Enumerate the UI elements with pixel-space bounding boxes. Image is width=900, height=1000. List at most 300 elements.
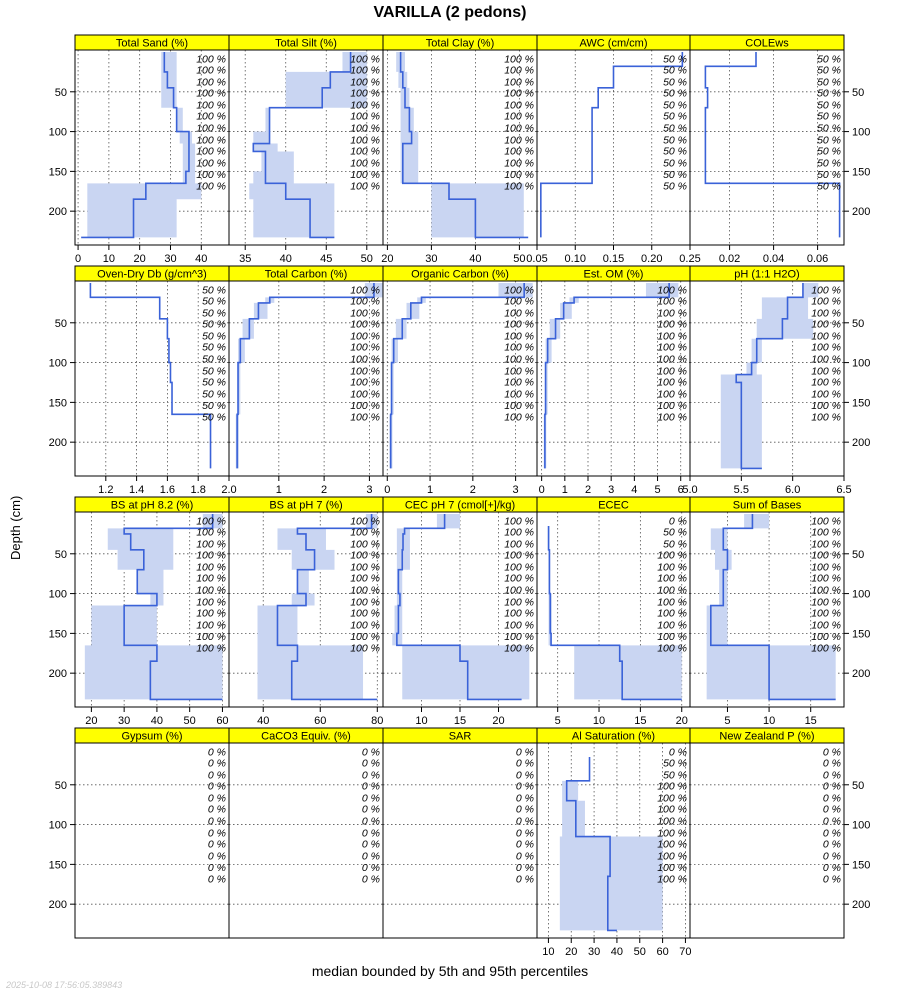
percent-annotation: 100 % — [811, 353, 841, 366]
x-tick-label: 10 — [762, 715, 776, 727]
x-tick-label: 0.04 — [762, 253, 785, 265]
x-tick-label: 2 — [469, 484, 476, 496]
percent-annotation: 0 % — [515, 861, 534, 874]
x-tick-label: 5 — [724, 715, 731, 727]
x-tick-label: 6.5 — [836, 484, 852, 496]
percent-annotation: 100 % — [811, 572, 841, 585]
percent-annotation: 0 % — [207, 827, 226, 840]
percent-annotation: 100 % — [196, 607, 226, 620]
percent-annotation: 100 % — [350, 515, 380, 528]
percent-annotation: 50 % — [817, 64, 841, 77]
panel-title: CaCO3 Equiv. (%) — [261, 730, 351, 743]
percent-annotation: 50 % — [202, 376, 226, 389]
percent-annotation: 0 % — [207, 815, 226, 828]
y-tick-label: 150 — [852, 166, 871, 179]
percent-annotation: 50 % — [663, 87, 687, 100]
x-tick-label: 60 — [216, 715, 229, 727]
percent-annotation: 0 % — [207, 803, 226, 816]
y-axis-title: Depth (cm) — [8, 495, 23, 560]
percent-annotation: 50 % — [817, 99, 841, 112]
x-tick-label: 30 — [118, 715, 131, 727]
percent-annotation: 0 % — [515, 780, 534, 793]
percent-annotation: 100 % — [657, 607, 687, 620]
percent-annotation: 100 % — [657, 827, 687, 840]
percent-annotation: 100 % — [504, 134, 534, 147]
panel-border — [690, 743, 844, 938]
panel-title: Organic Carbon (%) — [411, 268, 509, 281]
percent-annotation: 100 % — [657, 596, 687, 609]
percent-annotation: 50 % — [202, 307, 226, 320]
percent-annotation: 100 % — [196, 180, 226, 193]
percent-annotation: 100 % — [504, 538, 534, 551]
percent-annotation: 0 % — [361, 757, 380, 770]
x-tick-label: 60 — [314, 715, 327, 727]
x-tick-label: 80 — [371, 715, 384, 727]
percent-annotation: 0 % — [515, 815, 534, 828]
x-tick-label: 20 — [85, 715, 98, 727]
percent-annotation: 100 % — [811, 399, 841, 412]
percent-annotation: 50 % — [663, 157, 687, 170]
x-tick-label: 2.0 — [221, 484, 237, 496]
percent-annotation: 50 % — [817, 122, 841, 135]
x-tick-label: 0.02 — [718, 253, 741, 265]
percent-annotation: 100 % — [811, 596, 841, 609]
percent-annotation: 100 % — [504, 572, 534, 585]
percent-annotation: 100 % — [504, 561, 534, 574]
x-tick-label: 60 — [656, 946, 669, 958]
percent-annotation: 100 % — [196, 630, 226, 643]
x-tick-label: 2 — [584, 484, 592, 496]
x-tick-label: 40 — [469, 253, 482, 265]
percent-annotation: 0 % — [361, 769, 380, 782]
percent-annotation: 100 % — [504, 157, 534, 170]
x-tick-label: 1.2 — [98, 484, 114, 496]
percent-annotation: 100 % — [350, 341, 380, 354]
percent-annotation: 100 % — [657, 330, 687, 343]
panel-border — [229, 743, 383, 938]
percent-annotation: 100 % — [657, 399, 687, 412]
percent-annotation: 100 % — [350, 619, 380, 632]
y-tick-label: 200 — [48, 668, 67, 681]
y-tick-label: 150 — [852, 628, 871, 641]
percent-annotation: 100 % — [811, 561, 841, 574]
percent-annotation: 100 % — [657, 295, 687, 308]
y-tick-label: 200 — [48, 899, 67, 912]
x-tick-label: 0.20 — [641, 253, 663, 265]
percent-annotation: 100 % — [504, 76, 534, 89]
x-tick-label: 40 — [257, 715, 270, 727]
percent-annotation: 50 % — [202, 341, 226, 354]
percent-annotation: 100 % — [350, 318, 380, 331]
percent-annotation: 100 % — [350, 549, 380, 562]
percent-annotation: 100 % — [196, 87, 226, 100]
percentile-band — [87, 52, 201, 237]
panel-16 — [229, 728, 383, 938]
x-tick-label: 6.0 — [785, 484, 801, 496]
percent-annotation: 100 % — [811, 388, 841, 401]
y-tick-label: 50 — [54, 86, 67, 99]
x-tick-label: 1.8 — [190, 484, 206, 496]
percent-annotation: 100 % — [504, 341, 534, 354]
percent-annotation: 0 % — [207, 861, 226, 874]
percent-annotation: 100 % — [657, 861, 687, 874]
percent-annotation: 100 % — [504, 99, 534, 112]
percent-annotation: 50 % — [817, 134, 841, 147]
percent-annotation: 100 % — [350, 307, 380, 320]
percent-annotation: 50 % — [663, 76, 687, 89]
x-tick-label: 30 — [425, 253, 438, 265]
x-tick-label: 3 — [608, 484, 615, 496]
percent-annotation: 100 % — [196, 549, 226, 562]
percent-annotation: 100 % — [504, 584, 534, 597]
y-tick-label: 100 — [852, 588, 871, 601]
x-tick-label: 20 — [565, 946, 578, 958]
percent-annotation: 50 % — [663, 64, 687, 77]
x-tick-label: 20 — [492, 715, 505, 727]
percent-annotation: 100 % — [196, 64, 226, 77]
percent-annotation: 100 % — [350, 180, 380, 193]
percent-annotation: 100 % — [811, 642, 841, 655]
percent-annotation: 50 % — [202, 330, 226, 343]
percent-annotation: 100 % — [657, 572, 687, 585]
percent-annotation: 50 % — [663, 180, 687, 193]
x-tick-label: 15 — [804, 715, 817, 727]
percent-annotation: 50 % — [663, 134, 687, 147]
percent-annotation: 100 % — [350, 388, 380, 401]
y-tick-label: 200 — [852, 899, 871, 912]
y-tick-label: 100 — [852, 357, 871, 370]
x-tick-label: 1 — [275, 484, 282, 496]
percent-annotation: 100 % — [657, 307, 687, 320]
percent-annotation: 0 % — [207, 757, 226, 770]
percentile-band — [560, 757, 663, 930]
percent-annotation: 100 % — [657, 850, 687, 863]
timestamp: 2025-10-08 17:56:05.389843 — [6, 980, 123, 990]
percent-annotation: 50 % — [817, 87, 841, 100]
percent-annotation: 100 % — [811, 307, 841, 320]
percent-annotation: 100 % — [196, 168, 226, 181]
percent-annotation: 100 % — [811, 526, 841, 539]
x-tick-label: 70 — [679, 946, 692, 958]
percent-annotation: 100 % — [350, 99, 380, 112]
percent-annotation: 100 % — [350, 376, 380, 389]
percent-annotation: 0 % — [361, 861, 380, 874]
percent-annotation: 0 % — [515, 757, 534, 770]
percent-annotation: 100 % — [504, 122, 534, 135]
percent-annotation: 100 % — [811, 341, 841, 354]
percent-annotation: 50 % — [663, 110, 687, 123]
percent-annotation: 50 % — [663, 145, 687, 158]
x-tick-label: 15 — [453, 715, 467, 727]
percent-annotation: 0 % — [822, 803, 841, 816]
percent-annotation: 50 % — [663, 168, 687, 181]
panel-title: New Zealand P (%) — [719, 730, 815, 743]
x-tick-label: 0.06 — [806, 253, 829, 265]
percent-annotation: 100 % — [504, 110, 534, 123]
percent-annotation: 100 % — [350, 365, 380, 378]
y-tick-label: 200 — [852, 668, 871, 681]
percent-annotation: 0 % — [822, 827, 841, 840]
percent-annotation: 50 % — [663, 769, 687, 782]
panel-title: Est. OM (%) — [583, 268, 644, 281]
percent-annotation: 100 % — [350, 584, 380, 597]
percent-annotation: 0 % — [515, 746, 534, 759]
percent-annotation: 100 % — [350, 607, 380, 620]
chart-caption: median bounded by 5th and 95th percentiles — [311, 963, 589, 979]
percent-annotation: 100 % — [504, 388, 534, 401]
percent-annotation: 100 % — [350, 134, 380, 147]
panel-title: ECEC — [598, 499, 629, 512]
percent-annotation: 50 % — [817, 110, 841, 123]
percent-annotation: 50 % — [817, 53, 841, 66]
chart-title: VARILLA (2 pedons) — [373, 4, 527, 21]
x-tick-label: 50 — [183, 715, 196, 727]
percent-annotation: 0 % — [822, 792, 841, 805]
percent-annotation: 100 % — [504, 284, 534, 297]
percent-annotation: 100 % — [350, 572, 380, 585]
median-line — [541, 52, 683, 237]
percent-annotation: 100 % — [657, 642, 687, 655]
percent-annotation: 0 % — [361, 746, 380, 759]
percent-annotation: 100 % — [350, 284, 380, 297]
x-tick-label: 45 — [320, 253, 333, 265]
panel-title: pH (1:1 H2O) — [734, 268, 800, 281]
percent-annotation: 100 % — [811, 630, 841, 643]
x-tick-label: 35 — [239, 253, 252, 265]
panel-title: COLEws — [745, 37, 789, 50]
percent-annotation: 50 % — [817, 76, 841, 89]
y-tick-label: 100 — [852, 126, 871, 139]
x-tick-label: 6 — [677, 484, 684, 496]
y-tick-label: 150 — [852, 397, 871, 410]
x-tick-label: 3 — [512, 484, 519, 496]
percent-annotation: 50 % — [817, 180, 841, 193]
y-tick-label: 100 — [48, 588, 67, 601]
percent-annotation: 100 % — [196, 619, 226, 632]
percent-annotation: 100 % — [350, 353, 380, 366]
percent-annotation: 100 % — [811, 515, 841, 528]
x-tick-label: 5.5 — [733, 484, 749, 496]
y-tick-label: 150 — [48, 166, 67, 179]
y-tick-label: 50 — [852, 86, 865, 99]
percent-annotation: 100 % — [504, 180, 534, 193]
percent-annotation: 50 % — [202, 284, 226, 297]
percent-annotation: 0 % — [207, 780, 226, 793]
percent-annotation: 0 % — [822, 769, 841, 782]
median-line — [90, 283, 210, 468]
percent-annotation: 100 % — [504, 353, 534, 366]
y-tick-label: 100 — [48, 126, 67, 139]
percent-annotation: 0 % — [822, 838, 841, 851]
y-tick-label: 50 — [54, 317, 67, 330]
percent-annotation: 50 % — [817, 157, 841, 170]
y-tick-label: 100 — [48, 357, 67, 370]
x-tick-label: 40 — [279, 253, 292, 265]
percent-annotation: 0 % — [515, 803, 534, 816]
percent-annotation: 100 % — [196, 584, 226, 597]
percent-annotation: 0 % — [361, 803, 380, 816]
x-tick-label: 0.15 — [602, 253, 625, 265]
panel-title: Gypsum (%) — [121, 730, 183, 743]
x-tick-label: 10 — [542, 946, 555, 958]
percent-annotation: 100 % — [196, 145, 226, 158]
percent-annotation: 100 % — [811, 284, 841, 297]
panel-17 — [383, 728, 537, 938]
percent-annotation: 100 % — [504, 376, 534, 389]
y-tick-label: 100 — [48, 819, 67, 832]
percent-annotation: 100 % — [657, 584, 687, 597]
percent-annotation: 100 % — [196, 538, 226, 551]
percent-annotation: 100 % — [657, 549, 687, 562]
x-tick-label: 5.0 — [682, 484, 698, 496]
x-tick-label: 0.25 — [679, 253, 701, 265]
y-tick-label: 50 — [852, 548, 865, 561]
percentile-band — [249, 52, 367, 237]
percent-annotation: 0 % — [361, 873, 380, 886]
x-tick-label: 40 — [150, 715, 164, 727]
x-tick-label: 40 — [195, 253, 208, 265]
percent-annotation: 0 % — [822, 757, 841, 770]
percent-annotation: 100 % — [350, 295, 380, 308]
x-tick-label: 5 — [554, 715, 561, 727]
percent-annotation: 0 % — [515, 873, 534, 886]
percent-annotation: 0 % — [515, 850, 534, 863]
percent-annotation: 100 % — [196, 76, 226, 89]
percent-annotation: 100 % — [657, 411, 687, 424]
percent-annotation: 0 % — [822, 780, 841, 793]
panel-border — [383, 743, 537, 938]
percent-annotation: 0 % — [822, 873, 841, 886]
percent-annotation: 100 % — [196, 642, 226, 655]
percent-annotation: 100 % — [657, 353, 687, 366]
percent-annotation: 100 % — [504, 330, 534, 343]
percent-annotation: 100 % — [504, 399, 534, 412]
percent-annotation: 0 % — [361, 792, 380, 805]
percent-annotation: 100 % — [811, 330, 841, 343]
percent-annotation: 100 % — [350, 330, 380, 343]
panel-border — [75, 743, 229, 938]
panel-title: Total Carbon (%) — [264, 268, 348, 281]
percent-annotation: 100 % — [504, 318, 534, 331]
panel-title: Total Silt (%) — [275, 37, 337, 50]
percent-annotation: 100 % — [504, 87, 534, 100]
y-tick-label: 150 — [852, 859, 871, 872]
x-tick-label: 10 — [102, 253, 116, 265]
percent-annotation: 100 % — [811, 607, 841, 620]
percent-annotation: 100 % — [196, 53, 226, 66]
x-tick-label: 3 — [366, 484, 373, 496]
x-tick-label: 1.4 — [128, 484, 145, 496]
percent-annotation: 50 % — [663, 757, 687, 770]
percent-annotation: 100 % — [657, 630, 687, 643]
percent-annotation: 100 % — [504, 526, 534, 539]
percent-annotation: 100 % — [350, 642, 380, 655]
x-tick-label: 10 — [592, 715, 606, 727]
x-tick-label: 0 — [384, 484, 391, 496]
x-tick-label: 15 — [634, 715, 647, 727]
percent-annotation: 0 % — [822, 861, 841, 874]
panel-title: BS at pH 8.2 (%) — [110, 499, 194, 512]
percent-annotation: 100 % — [504, 53, 534, 66]
percent-annotation: 0 % — [822, 815, 841, 828]
percent-annotation: 100 % — [504, 549, 534, 562]
percent-annotation: 50 % — [663, 538, 687, 551]
percent-annotation: 100 % — [504, 307, 534, 320]
x-tick-label: 0.10 — [564, 253, 586, 265]
x-tick-label: 50 — [360, 253, 373, 265]
percent-annotation: 0 % — [207, 838, 226, 851]
percent-annotation: 50 % — [663, 99, 687, 112]
percent-annotation: 100 % — [811, 318, 841, 331]
percent-annotation: 100 % — [504, 630, 534, 643]
percent-annotation: 100 % — [657, 803, 687, 816]
percent-annotation: 100 % — [196, 526, 226, 539]
percent-annotation: 100 % — [811, 538, 841, 551]
percent-annotation: 0 % — [361, 850, 380, 863]
panel-15 — [70, 728, 229, 938]
percent-annotation: 100 % — [196, 596, 226, 609]
x-tick-label: 20 — [133, 253, 146, 265]
y-tick-label: 50 — [54, 779, 67, 792]
x-tick-label: 1.6 — [159, 484, 176, 496]
percent-annotation: 100 % — [196, 561, 226, 574]
panel-title: Total Clay (%) — [425, 37, 495, 50]
percent-annotation: 0 % — [207, 792, 226, 805]
percent-annotation: 100 % — [657, 341, 687, 354]
percent-annotation: 100 % — [657, 873, 687, 886]
percent-annotation: 100 % — [350, 538, 380, 551]
x-tick-label: 50 — [633, 946, 646, 958]
percent-annotation: 100 % — [196, 572, 226, 585]
percent-annotation: 50 % — [817, 145, 841, 158]
percent-annotation: 100 % — [504, 596, 534, 609]
x-tick-label: 40 — [610, 946, 624, 958]
percent-annotation: 100 % — [657, 318, 687, 331]
percent-annotation: 100 % — [504, 515, 534, 528]
percent-annotation: 100 % — [811, 584, 841, 597]
panel-title: Sum of Bases — [732, 499, 802, 512]
percent-annotation: 50 % — [202, 295, 226, 308]
percent-annotation: 100 % — [657, 388, 687, 401]
percent-annotation: 0 % — [361, 838, 380, 851]
y-tick-label: 100 — [852, 819, 871, 832]
percent-annotation: 100 % — [504, 64, 534, 77]
y-tick-label: 50 — [54, 548, 67, 561]
percent-annotation: 100 % — [811, 549, 841, 562]
panel-title: Total Sand (%) — [115, 37, 189, 50]
panel-title: CEC pH 7 (cmol[+]/kg) — [404, 499, 516, 512]
percent-annotation: 50 % — [202, 388, 226, 401]
percent-annotation: 100 % — [657, 780, 687, 793]
percent-annotation: 0 % — [515, 827, 534, 840]
percent-annotation: 50 % — [202, 318, 226, 331]
x-tick-label: 30 — [164, 253, 177, 265]
percent-annotation: 100 % — [196, 134, 226, 147]
x-tick-label: 0 — [538, 484, 545, 496]
percent-annotation: 0 % — [515, 792, 534, 805]
percent-annotation: 100 % — [504, 365, 534, 378]
percent-annotation: 100 % — [350, 110, 380, 123]
percent-annotation: 100 % — [196, 515, 226, 528]
percent-annotation: 100 % — [350, 157, 380, 170]
percent-annotation: 100 % — [350, 526, 380, 539]
percent-annotation: 0 % — [668, 515, 687, 528]
y-tick-label: 150 — [48, 859, 67, 872]
percent-annotation: 100 % — [811, 619, 841, 632]
percent-annotation: 100 % — [196, 110, 226, 123]
y-tick-label: 50 — [852, 779, 865, 792]
percent-annotation: 0 % — [515, 769, 534, 782]
